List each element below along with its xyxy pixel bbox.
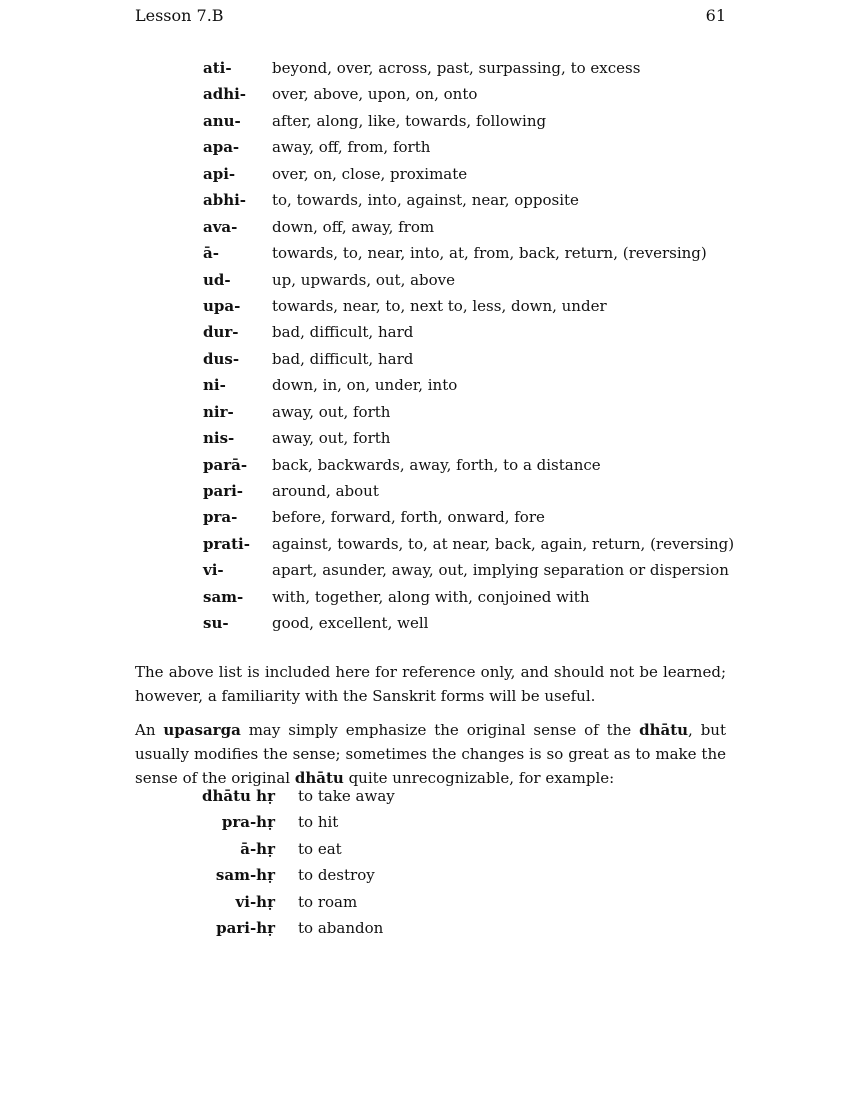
list-item xyxy=(203,187,763,213)
prefix-meaning: apart, asunder, away, out, implying separation or dispersion xyxy=(272,561,729,580)
prefix-term: adhi- xyxy=(203,85,247,104)
prefix-term: pari- xyxy=(203,482,244,500)
term-dhatu: dhātu xyxy=(294,769,344,787)
page-number: 61 xyxy=(705,6,726,25)
list-item xyxy=(203,161,763,187)
list-item xyxy=(203,557,763,583)
list-item xyxy=(203,425,763,451)
upasarga-list xyxy=(203,55,763,637)
list-item xyxy=(203,319,763,345)
prefix-term: dus- xyxy=(203,349,240,368)
example-meaning: to abandon xyxy=(298,918,384,937)
example-list xyxy=(190,783,590,941)
prefix-term: upa- xyxy=(203,296,241,315)
list-item xyxy=(203,372,763,398)
prefix-term: ud- xyxy=(203,270,231,289)
prefix-term: apa- xyxy=(203,138,240,157)
prefix-meaning: towards, to, near, into, at, from, back, return, (reversing) xyxy=(272,244,707,263)
page-header xyxy=(135,6,726,26)
list-item xyxy=(203,214,763,240)
example-term: sam-hṛ xyxy=(215,866,275,885)
prefix-term: vi- xyxy=(203,561,224,580)
prefix-term: ni- xyxy=(203,376,226,395)
prefix-meaning: up, upwards, out, above xyxy=(272,270,456,289)
prefix-meaning: towards, near, to, next to, less, down, under xyxy=(272,296,607,315)
prefix-term: dur- xyxy=(203,323,239,342)
list-item xyxy=(203,346,763,372)
list-item xyxy=(203,531,763,557)
list-item xyxy=(203,293,763,319)
list-item xyxy=(203,504,763,530)
example-meaning: to roam xyxy=(298,892,358,911)
upasarga-explanation-paragraph xyxy=(135,718,726,790)
example-meaning: to hit xyxy=(298,813,339,832)
example-term: pari-hṛ xyxy=(216,918,275,937)
lesson-title: Lesson 7.B xyxy=(135,6,224,25)
prefix-meaning: before, forward, forth, onward, fore xyxy=(272,508,545,527)
list-item xyxy=(203,267,763,293)
prefix-meaning: away, out, forth xyxy=(272,429,391,448)
list-item xyxy=(203,108,763,134)
prefix-meaning: beyond, over, across, past, surpassing, to excess xyxy=(272,59,641,77)
prefix-term: sam- xyxy=(203,587,244,606)
list-item xyxy=(203,81,763,107)
prefix-meaning: around, about xyxy=(272,482,379,500)
example-term: vi-hṛ xyxy=(235,892,275,911)
prefix-meaning: to, towards, into, against, near, opposite xyxy=(272,191,579,210)
prefix-term: nis- xyxy=(203,429,235,448)
prefix-meaning: over, above, upon, on, onto xyxy=(272,85,478,104)
list-item xyxy=(190,809,590,835)
list-item xyxy=(203,240,763,266)
paragraph-text: quite unrecognizable, for example: xyxy=(343,769,615,787)
prefix-meaning: away, off, from, forth xyxy=(272,138,431,157)
prefix-meaning: with, together, along with, conjoined with xyxy=(272,587,590,606)
example-term: dhātu hṛ xyxy=(202,787,275,805)
prefix-meaning: down, in, on, under, into xyxy=(272,376,458,395)
list-item xyxy=(190,836,590,862)
example-meaning: to destroy xyxy=(298,866,375,885)
prefix-meaning: down, off, away, from xyxy=(272,217,435,236)
list-item xyxy=(203,584,763,610)
prefix-term: ati- xyxy=(203,59,232,77)
reference-note-paragraph: The above list is included here for reference only, and should not be learned; however, a familiarity with the Sanskrit forms will be useful. xyxy=(135,663,726,705)
prefix-meaning: good, excellent, well xyxy=(272,614,429,633)
list-item xyxy=(190,783,590,809)
list-item xyxy=(203,452,763,478)
list-item xyxy=(203,610,763,636)
paragraph-text: , but usually modifies the sense; sometimes the changes is so great as to make the sense of the original xyxy=(135,721,726,787)
prefix-term: prati- xyxy=(203,534,250,553)
prefix-meaning: bad, difficult, hard xyxy=(272,323,414,342)
list-item xyxy=(190,889,590,915)
list-item xyxy=(190,862,590,888)
prefix-term: su- xyxy=(203,614,229,633)
term-dhatu: dhātu xyxy=(639,721,689,739)
prefix-term: api- xyxy=(203,164,236,183)
example-meaning: to take away xyxy=(298,787,395,805)
prefix-term: abhi- xyxy=(203,191,247,210)
prefix-meaning: back, backwards, away, forth, to a distance xyxy=(272,455,601,474)
example-meaning: to eat xyxy=(298,839,342,858)
prefix-meaning: after, along, like, towards, following xyxy=(272,111,547,130)
prefix-term: parā- xyxy=(203,455,248,474)
prefix-meaning: over, on, close, proximate xyxy=(272,164,468,183)
term-upasarga: upasarga xyxy=(163,721,241,739)
paragraph-text: may simply emphasize the original sense of the xyxy=(240,721,640,739)
prefix-meaning: bad, difficult, hard xyxy=(272,349,414,368)
prefix-term: anu- xyxy=(203,111,241,130)
list-item xyxy=(203,55,763,81)
prefix-term: ā- xyxy=(203,244,219,263)
paragraph-text: An xyxy=(135,721,164,739)
list-item xyxy=(203,478,763,504)
prefix-term: ava- xyxy=(203,217,238,236)
prefix-meaning: away, out, forth xyxy=(272,402,391,421)
list-item xyxy=(203,134,763,160)
example-term: pra-hṛ xyxy=(221,813,275,832)
list-item xyxy=(203,399,763,425)
prefix-term: pra- xyxy=(203,508,238,527)
prefix-term: nir- xyxy=(203,402,234,421)
list-item xyxy=(190,915,590,941)
example-term: ā-hṛ xyxy=(240,839,275,858)
prefix-meaning: against, towards, to, at near, back, again, return, (reversing) xyxy=(272,534,735,553)
